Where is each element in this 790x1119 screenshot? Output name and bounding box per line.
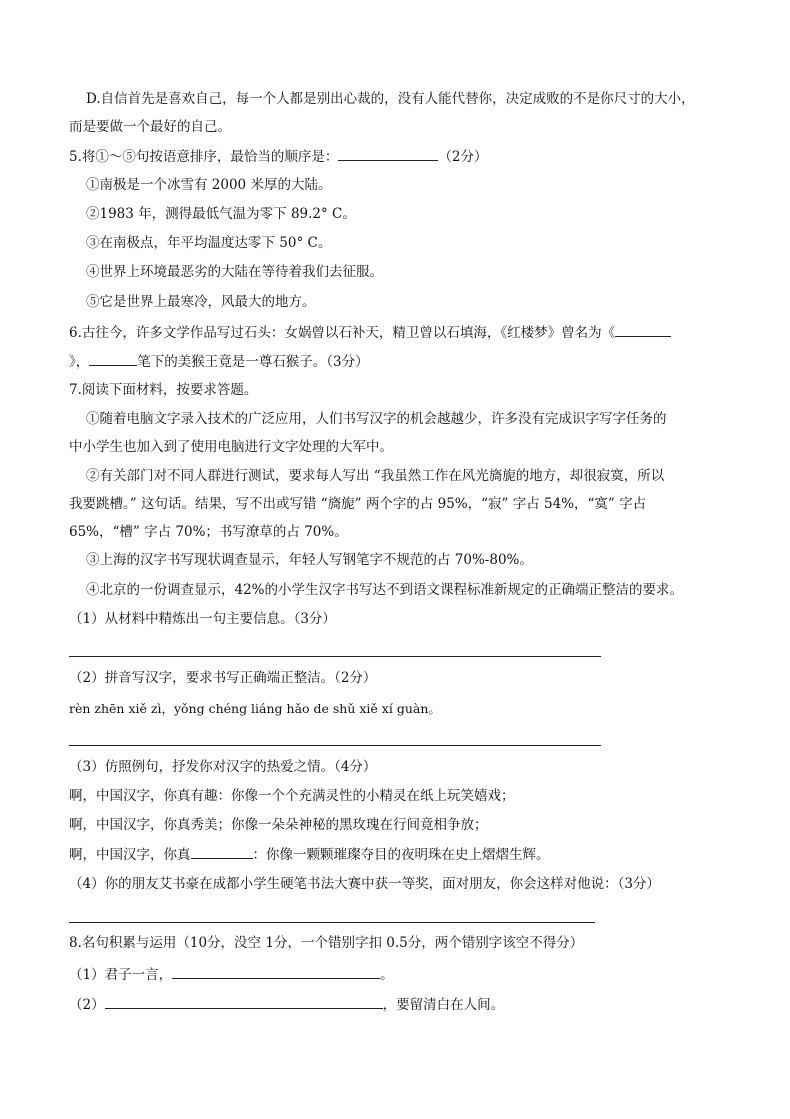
- q8-item-1: [69, 964, 394, 985]
- q7-sub1: （1）从材料中精炼出一句主要信息。（3分）: [69, 611, 336, 627]
- q5-score: （2分）: [438, 149, 488, 165]
- q5-sentence-2: ②1983 年，测得最低气温为零下 89.2° C。: [86, 206, 356, 222]
- q6-blank-2[interactable]: [89, 351, 137, 366]
- q5-prompt-text: 5.将①～⑤句按语意排序，最恰当的顺序是：: [69, 149, 339, 165]
- q6-line-2: [69, 351, 369, 372]
- q7-material-3: ③上海的汉字书写现状调查显示，年轻人写钢笔字不规范的占 70%-80%。: [86, 552, 533, 568]
- q8-item-2-blank[interactable]: [105, 994, 383, 1009]
- q7-material-2c: 65%，“槽” 字占 70%；书写潦草的占 70%。: [69, 524, 348, 540]
- q6-blank-1[interactable]: [615, 322, 671, 337]
- q7-sub4-answer-line[interactable]: [69, 922, 595, 923]
- q8-item-2-prefix: （2）: [69, 997, 105, 1013]
- q7-material-2b: 我要跳槽。” 这句话。结果，写不出或写错 “旖旎” 两个字的占 95%，“寂” 字占 54%，“寞” 字占: [69, 496, 647, 512]
- q7-sub4: （4）你的朋友艾书豪在成都小学生硬笔书法大赛中获一等奖，面对朋友，你会这样对他说：（3分）: [69, 876, 660, 892]
- q7-sub2: （2）拼音写汉字，要求书写正确端正整洁。（2分）: [69, 670, 377, 686]
- q8-title: 8.名句积累与运用（10分，没空 1分，一个错别字扣 0.5分，两个错别字该空不得分）: [69, 935, 584, 951]
- q5-sentence-1: ①南极是一个冰雪有 2000 米厚的大陆。: [86, 177, 332, 193]
- q6-text-2: 》，: [69, 354, 90, 370]
- q7-material-4: ④北京的一份调查显示，42%的小学生汉字书写达不到语文课程标准新规定的正确端正整洁的要求。: [86, 582, 684, 598]
- option-d-line-2: 而是要做一个最好的自己。: [69, 119, 231, 135]
- q5-sentence-4: ④世界上环境最恶劣的大陆在等待着我们去征服。: [86, 264, 383, 280]
- option-d-line-1: D.自信首先是喜欢自己，每一个人都是别出心裁的，没有人能代替你，决定成败的不是你尺寸的大小，: [86, 91, 695, 107]
- q5-sentence-3: ③在南极点，年平均温度达零下 50° C。: [86, 235, 332, 251]
- q7-example-3: [69, 844, 550, 865]
- q5-prompt: [69, 146, 487, 167]
- q6-text-3: 笔下的美猴王竟是一尊石猴子。（3分）: [137, 354, 369, 370]
- q7-material-2a: ②有关部门对不同人群进行测试，要求每人写出 “我虽然工作在风光旖旎的地方，却很寂寞，所以: [86, 468, 665, 484]
- q8-item-2: [69, 994, 504, 1015]
- q7-sub3: （3）仿照例句，抒发你对汉字的热爱之情。（4分）: [69, 759, 377, 775]
- q7-example-2: 啊，中国汉字，你真秀美；你像一朵朵神秘的黑玫瑰在行间竟相争放；: [69, 817, 488, 833]
- q7-material-1b: 中小学生也加入到了使用电脑进行文字处理的大军中。: [69, 439, 393, 455]
- q8-item-2-suffix: ，要留清白在人间。: [382, 997, 505, 1013]
- q7-example-3-prefix: 啊，中国汉字，你真: [69, 847, 191, 863]
- q7-sub1-answer-line[interactable]: [69, 656, 601, 657]
- q7-example-3-blank[interactable]: [191, 844, 253, 859]
- q7-title: 7.阅读下面材料，按要求答题。: [69, 382, 258, 398]
- q6-line-1: [69, 322, 671, 343]
- q7-example-3-suffix: ：你像一颗颗璀璨夺目的夜明珠在史上熠熠生辉。: [252, 847, 550, 863]
- q7-material-1a: ①随着电脑文字录入技术的广泛应用，人们书写汉字的机会越越少，许多没有完成识字写字任务的: [86, 411, 667, 427]
- q7-pinyin: rèn zhēn xiě zì，yǒng chéng liáng hǎo de shǔ xiě xí guàn。: [69, 701, 441, 716]
- q5-sentence-5: ⑤它是世界上最寒冷，风最大的地方。: [86, 294, 316, 310]
- q7-sub2-answer-line[interactable]: [69, 745, 601, 746]
- q8-item-1-blank[interactable]: [172, 964, 380, 979]
- q7-example-1: 啊，中国汉字，你真有趣：你像一个个充满灵性的小精灵在纸上玩笑嬉戏；: [69, 788, 515, 804]
- q5-answer-blank[interactable]: [338, 146, 438, 161]
- q8-item-1-suffix: 。: [380, 967, 394, 983]
- q6-text-1: 6.古往今，许多文学作品写过石头：女娲曾以石补天，精卫曾以石填海，《红楼梦》曾名为《: [69, 325, 616, 341]
- q8-item-1-prefix: （1）君子一言，: [69, 967, 173, 983]
